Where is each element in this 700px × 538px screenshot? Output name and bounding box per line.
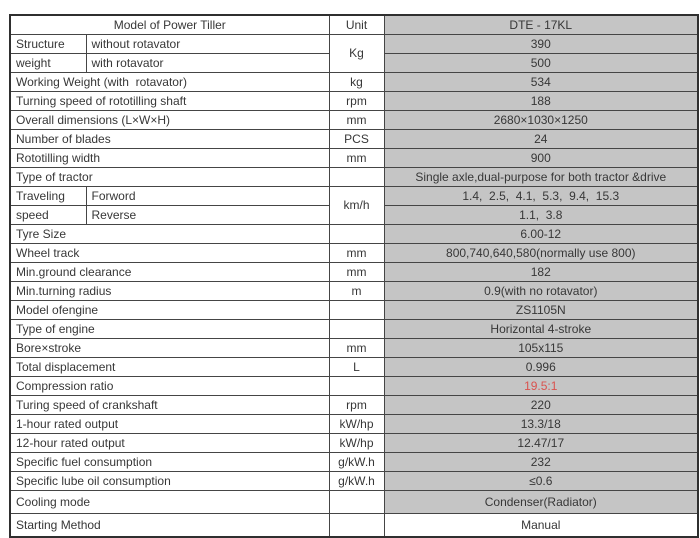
table-row bbox=[10, 434, 698, 453]
table-row bbox=[10, 453, 698, 472]
table-row bbox=[10, 320, 698, 339]
table-row bbox=[10, 244, 698, 263]
value-cell: 500 bbox=[384, 54, 698, 73]
header-model-value: DTE - 17KL bbox=[384, 15, 698, 35]
unit-cell bbox=[329, 377, 384, 396]
spec-label-cell: Specific fuel consumption bbox=[10, 453, 329, 472]
value-cell: 232 bbox=[384, 453, 698, 472]
spec-label-cell: Total displacement bbox=[10, 358, 329, 377]
value-cell: Manual bbox=[384, 514, 698, 538]
spec-label-cell: Model ofengine bbox=[10, 301, 329, 320]
table-row bbox=[10, 92, 698, 111]
unit-cell: mm bbox=[329, 263, 384, 282]
value-cell: 1.1, 3.8 bbox=[384, 206, 698, 225]
table-row bbox=[10, 282, 698, 301]
spec-label-cell: Working Weight (with rotavator) bbox=[10, 73, 329, 92]
spec-label-cell: Specific lube oil consumption bbox=[10, 472, 329, 491]
value-cell: 188 bbox=[384, 92, 698, 111]
unit-cell bbox=[329, 514, 384, 538]
spec-label-cell: 12-hour rated output bbox=[10, 434, 329, 453]
spec-label-cell: 1-hour rated output bbox=[10, 415, 329, 434]
value-cell: 12.47/17 bbox=[384, 434, 698, 453]
spec-label-cell: Cooling mode bbox=[10, 491, 329, 514]
value-cell: 105x115 bbox=[384, 339, 698, 358]
spec-label-cell: Rototilling width bbox=[10, 149, 329, 168]
table-row bbox=[10, 472, 698, 491]
value-cell: Condenser(Radiator) bbox=[384, 491, 698, 514]
value-cell: 0.996 bbox=[384, 358, 698, 377]
header-model-of-power-tiller: Model of Power Tiller bbox=[10, 15, 329, 35]
table-row bbox=[10, 187, 698, 206]
unit-cell: km/h bbox=[329, 187, 384, 225]
value-cell: 900 bbox=[384, 149, 698, 168]
spec-sublabel-cell: without rotavator bbox=[86, 35, 329, 54]
value-cell: 534 bbox=[384, 73, 698, 92]
spec-label-cell: Overall dimensions (L×W×H) bbox=[10, 111, 329, 130]
table-row bbox=[10, 149, 698, 168]
table-row bbox=[10, 225, 698, 244]
spec-label-cell: Turning speed of rototilling shaft bbox=[10, 92, 329, 111]
unit-cell: g/kW.h bbox=[329, 453, 384, 472]
value-cell: 182 bbox=[384, 263, 698, 282]
unit-cell: mm bbox=[329, 339, 384, 358]
unit-cell bbox=[329, 301, 384, 320]
unit-cell: mm bbox=[329, 111, 384, 130]
unit-cell bbox=[329, 320, 384, 339]
spec-sublabel-cell: Forword bbox=[86, 187, 329, 206]
unit-cell: Kg bbox=[329, 35, 384, 73]
table-row bbox=[10, 301, 698, 320]
unit-cell: rpm bbox=[329, 92, 384, 111]
value-cell: 24 bbox=[384, 130, 698, 149]
table-row bbox=[10, 377, 698, 396]
value-cell: 13.3/18 bbox=[384, 415, 698, 434]
table-row bbox=[10, 263, 698, 282]
spec-label-cell: Turing speed of crankshaft bbox=[10, 396, 329, 415]
table-row bbox=[10, 35, 698, 54]
spec-label-cell: Compression ratio bbox=[10, 377, 329, 396]
header-unit: Unit bbox=[329, 15, 384, 35]
table-row bbox=[10, 396, 698, 415]
spec-group-label-cell: weight bbox=[10, 54, 86, 73]
table-row bbox=[10, 111, 698, 130]
table-row bbox=[10, 130, 698, 149]
unit-cell: rpm bbox=[329, 396, 384, 415]
spec-label-cell: Min.ground clearance bbox=[10, 263, 329, 282]
table-row bbox=[10, 339, 698, 358]
spec-group-label-cell: Traveling bbox=[10, 187, 86, 206]
spec-label-cell: Type of tractor bbox=[10, 168, 329, 187]
power-tiller-spec-table bbox=[9, 14, 699, 538]
value-cell: 800,740,640,580(normally use 800) bbox=[384, 244, 698, 263]
spec-sublabel-cell: Reverse bbox=[86, 206, 329, 225]
value-cell: 0.9(with no rotavator) bbox=[384, 282, 698, 301]
value-cell: 19.5:1 bbox=[384, 377, 698, 396]
table-row bbox=[10, 491, 698, 514]
value-cell: 1.4, 2.5, 4.1, 5.3, 9.4, 15.3 bbox=[384, 187, 698, 206]
unit-cell bbox=[329, 491, 384, 514]
spec-sublabel-cell: with rotavator bbox=[86, 54, 329, 73]
value-cell: 390 bbox=[384, 35, 698, 54]
table-row bbox=[10, 168, 698, 187]
table-row bbox=[10, 514, 698, 538]
header-row bbox=[10, 15, 698, 35]
spec-label-cell: Type of engine bbox=[10, 320, 329, 339]
spec-group-label-cell: Structure bbox=[10, 35, 86, 54]
value-cell: 6.00-12 bbox=[384, 225, 698, 244]
unit-cell: kW/hp bbox=[329, 415, 384, 434]
table-row bbox=[10, 415, 698, 434]
unit-cell: kg bbox=[329, 73, 384, 92]
unit-cell: L bbox=[329, 358, 384, 377]
unit-cell: mm bbox=[329, 244, 384, 263]
spec-group-label-cell: speed bbox=[10, 206, 86, 225]
unit-cell: PCS bbox=[329, 130, 384, 149]
spec-label-cell: Bore×stroke bbox=[10, 339, 329, 358]
spec-label-cell: Min.turning radius bbox=[10, 282, 329, 301]
spec-label-cell: Wheel track bbox=[10, 244, 329, 263]
value-cell: Single axle,dual-purpose for both tractor &drive bbox=[384, 168, 698, 187]
value-cell: 220 bbox=[384, 396, 698, 415]
spec-label-cell: Starting Method bbox=[10, 514, 329, 538]
table-row bbox=[10, 358, 698, 377]
value-cell: 2680×1030×1250 bbox=[384, 111, 698, 130]
spec-table-body bbox=[10, 35, 698, 538]
value-cell: ≤0.6 bbox=[384, 472, 698, 491]
unit-cell bbox=[329, 225, 384, 244]
unit-cell: mm bbox=[329, 149, 384, 168]
spec-label-cell: Number of blades bbox=[10, 130, 329, 149]
value-cell: ZS1105N bbox=[384, 301, 698, 320]
unit-cell bbox=[329, 168, 384, 187]
table-row bbox=[10, 73, 698, 92]
unit-cell: kW/hp bbox=[329, 434, 384, 453]
spec-label-cell: Tyre Size bbox=[10, 225, 329, 244]
value-cell: Horizontal 4-stroke bbox=[384, 320, 698, 339]
unit-cell: m bbox=[329, 282, 384, 301]
unit-cell: g/kW.h bbox=[329, 472, 384, 491]
